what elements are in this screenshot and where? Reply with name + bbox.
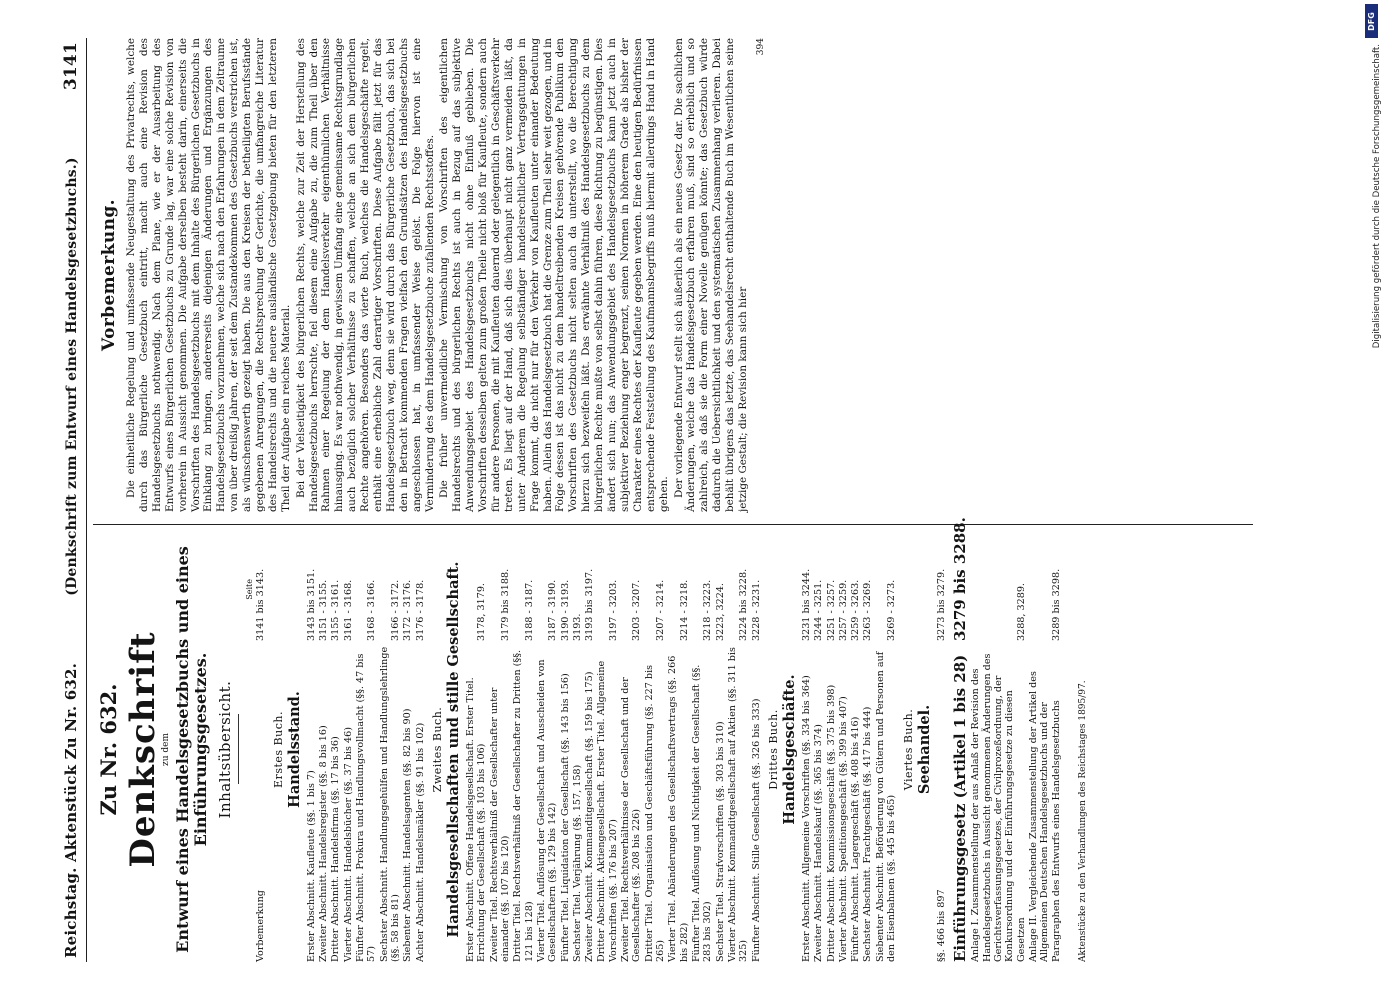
toc-row [1028, 537, 1062, 962]
toc-label: Siebenter Abschnitt. Handelsagenten (§§. 82 bis 90) [402, 708, 414, 962]
document-page [41, 20, 1341, 980]
seite-label: Seite [244, 579, 254, 600]
toc-pages: 3218 - 3223. [702, 579, 714, 641]
toc-row [727, 537, 750, 962]
dfg-logo [1365, 4, 1378, 38]
toc-label: Vorbemerkung [255, 890, 267, 962]
toc-row [667, 537, 690, 962]
toc-row [644, 537, 667, 962]
header-center: (Denkschrift zum Entwurf eines Handelsgesetzbuchs.) [64, 157, 80, 596]
toc-row [862, 537, 873, 962]
header-page-number: 3141 [61, 42, 81, 91]
toc-label: Dritter Abschnitt. Aktiengesellschaft. Erster Titel. Allgemeine Vorschriften (§§. 176 bis 207) [596, 660, 619, 962]
toc-row [572, 537, 583, 962]
toc-label: Fünfter Abschnitt. Lagergeschäft (§§. 408 bis 416) [850, 716, 862, 962]
toc-row [838, 537, 849, 962]
toc-label: Fünfter Titel. Auflösung und Nichtigkeit der Gesellschaft (§§. 283 bis 302) [690, 664, 714, 962]
toc-label: Siebenter Abschnitt. Beförderung von Gütern und Personen auf den Eisenbahnen (§§. 445 bis 465) [874, 651, 898, 962]
toc-section-buch2 [465, 537, 762, 962]
toc-pages: 3155 - 3161. [330, 579, 342, 641]
toc-pages: 3193 bis 3197. [584, 568, 596, 641]
toc-row [330, 537, 341, 962]
buch-heading: Zweites Buch. [430, 706, 444, 793]
toc-label: Sechster Abschnitt. Handlungsgehülfen und Handlungslehrlinge (§§. 58 bis 81) [378, 646, 401, 962]
toc-row [715, 537, 726, 962]
toc-section-buch3 [801, 537, 898, 962]
toc-pages: 3161 - 3168. [342, 579, 354, 641]
toc-row [343, 537, 354, 962]
toc-label: Anlage I. Zusammenstellung der aus Anlaß der Revision des Handelsgesetzbuchs in Aussicht genommenen Änderungen des Gerichtsverfassungsgesetzes, der Civilprozeßordnung, der Konkursordnung und der Einführungsgesetze zu diesen Gesetzen [970, 653, 1027, 962]
toc-pages: 3141 bis 3143. [255, 568, 267, 641]
toc-pages: 3257 - 3259. [837, 579, 849, 641]
toc-row [584, 537, 595, 962]
paragraph: Die früher unvermeidliche Vermischung von Vorschriften des eigentlichen Handelsrechts und des bürgerlichen Rechts ist auch in Bezug auf das subjektive Anwendungsgebiet des Handelsgesetzbuchs nicht ohne Einfluß geblieben. Die Vorschriften desselben gelten zum großen Theile nicht bloß für Kaufleute, sondern auch für andere Personen, die mit Kaufleuten dauernd oder gelegentlich in Geschäftsverkehr treten. Es liegt auf der Hand, daß sich dies überhaupt nicht ganz vermeiden läßt, da unter Anderem die Regelung selbständiger handelsrechtlicher Vertragsgattungen in Frage kommt, die nicht nur für den Verkehr von Kaufleuten unter einander Bedeutung haben. Allein das Handelsgesetzbuch hat die Grenze zum Theil sehr weit gezogen, und in Folge dessen ist das nicht zu dem handeltreibenden Kreisen gehörende Publikum den Vorschriften des Gesetzbuchs nicht selten auch da unterstellt, wo die Berechtigung hierzu sich bezweifeln läßt. Das erwähnte Verhältniß des Handelsgesetzbuchs zu dem bürgerlichen Rechte mußte von selbst dahin führen, diese Richtung zu begünstigen. Dies ändert sich nun; das Anwendungsgebiet des Handelsgesetzbuchs kann jetzt auch in subjektiver Beziehung enger begrenzt, seinen Normen in höherem Grade als bisher der Charakter eines Rechtes der Kaufleute gegeben werden. Eine den heutigen Bedürfnissen entsprechende Feststellung des Kaufmannsbegriffs muß hiermit allerdings Hand in Hand gehen. [438, 38, 670, 512]
toc-row [255, 537, 266, 962]
toc-pages: 3269 - 3273. [886, 579, 898, 641]
toc-row [751, 537, 762, 962]
toc-row [306, 537, 317, 962]
toc-section-buch4 [936, 537, 947, 962]
paragraph: Bei der Vielseitigkeit des bürgerlichen Rechts, welche zur Zeit der Herstellung des Handelsgesetzbuchs herrschte, fiel diesem eine Aufgabe zu, die zum Theil über den Rahmen einer Regelung der dem Handelsverkehr eigenthümlichen Verhältnisse hinausging. Es war nothwendig, in gewissem Umfang eine gemeinsame Rechtsgrundlage auch bezüglich solcher Verhältnisse zu schaffen, welche an sich dem bürgerlichen Rechte angehören. Besonders das vierte Buch, welches die Handelsgeschäfte regelt, enthält eine erhebliche Zahl derartiger Vorschriften. Diese Aufgabe fällt jetzt für das Handelsgesetzbuch weg, denn sie wird durch das Bürgerliche Gesetzbuch, das sich bei den in Betracht kommenden Fragen vielfach den Grundsätzen des Handelsgesetzbuchs angeschlossen hat, in umfassender Weise gelöst. Die Folge hiervon ist eine Verminderung des dem Handelsgesetzbuche zufallenden Rechtsstoffes. [294, 38, 436, 512]
toc-pages: 3151 - 3155. [318, 579, 330, 641]
toc-row [536, 537, 559, 962]
toc-label: Fünfter Abschnitt. Stille Gesellschaft (§§. 326 bis 333) [750, 698, 762, 962]
buch-heading: Erstes Buch. [271, 711, 285, 788]
toc-pages: 3197 - 3203. [607, 579, 619, 641]
toc-row [512, 537, 535, 962]
toc-pages: 3279 bis 3288. [950, 517, 969, 641]
denkschrift-title: Denkschrift [122, 631, 163, 868]
toc-label: Vierter Abschnitt. Kommanditgesellschaft auf Aktien (§§. 311 bis 325) [726, 647, 750, 962]
toc-row [936, 537, 947, 962]
toc-pages: 3203 - 3207. [631, 579, 643, 641]
toc-row [402, 537, 413, 962]
toc-label: Zweiter Abschnitt. Kommanditgesellschaft (§§. 159 bis 175) [584, 671, 596, 962]
vorbemerkung-heading: Vorbemerkung. [99, 199, 120, 351]
toc-row [691, 537, 714, 962]
toc-pages: 3224 bis 3228. [738, 568, 750, 641]
toc-label: Vierter Titel. Auflösung der Gesellschaft und Ausscheiden von Gesellschaftern (§§. 129 bis 142) [535, 659, 559, 962]
vorbemerkung-column [93, 38, 1253, 524]
toc-pages: 3168 - 3166. [366, 579, 378, 641]
toc-label: Einführungsgesetz (Artikel 1 bis 28) [950, 654, 969, 962]
zu-nr-heading: Zu Nr. 632. [96, 683, 122, 816]
toc-label: Vierter Abschnitt. Speditionsgeschäft (§§. 399 bis 407) [837, 696, 849, 962]
entwurf-title: Entwurf eines Handelsgesetzbuchs und eines Einführungsgesetzes. [172, 546, 211, 953]
toc-pages: 3273 bis 3279. [936, 568, 948, 641]
buch-title: Seehandel. [916, 704, 934, 795]
dfg-logo-text: DFG [1367, 11, 1377, 31]
toc-row [560, 537, 571, 962]
buch-title: Handelsgeschäfte. [780, 674, 798, 825]
toc-label: Fünfter Abschnitt. Prokura und Handlungsvollmacht (§§. 47 bis 57) [355, 653, 378, 962]
toc-label: Anlage II. Vergleichende Zusammenstellung der Artikel des Allgemeinen Deutschen Handelsgesetzbuchs und der Paragraphen des Entwurfs eines Handelsgesetzbuchs [1028, 671, 1062, 962]
buch-heading: Drittes Buch. [766, 709, 780, 790]
buch-heading: Viertes Buch. [902, 708, 916, 791]
dfg-credit-text: Digitalisierung gefördert durch die Deutsche Forschungsgemeinschaft. [1372, 44, 1382, 349]
toc-pages: 3193. [571, 613, 583, 641]
toc-pages: 3187 - 3190. [547, 579, 559, 641]
toc-row [379, 537, 402, 962]
toc-row [970, 537, 1027, 962]
toc-section-buch1 [306, 537, 426, 962]
sheet-number: 394 [755, 38, 766, 56]
toc-pages: 3190 - 3193. [559, 579, 571, 641]
toc-pages: 3259 - 3263. [850, 579, 862, 641]
toc-pages: 3244 - 3251. [813, 579, 825, 641]
toc-label: §§. 466 bis 897 [936, 889, 948, 962]
toc-pages: 3172 - 3176. [402, 579, 414, 641]
buch-title: Handelsgesellschaften und stille Gesellschaft. [444, 561, 462, 938]
toc-pages: 3188 - 3187. [523, 579, 535, 641]
toc-label: Fünfter Titel. Liquidation der Gesellschaft (§§. 143 bis 156) [559, 673, 571, 962]
toc-pages: 3143 bis 3151. [305, 568, 317, 641]
toc-pages: 3178, 3179. [476, 583, 488, 641]
divider [238, 715, 239, 785]
toc-label: Erster Abschnitt. Offene Handelsgesellschaft. Erster Titel. Errichtung der Gesellschaft (§§. 103 bis 106) [465, 677, 488, 962]
toc-label: Sechster Abschnitt. Frachtgeschäft (§§. 417 bis 444) [862, 706, 874, 962]
toc-pages: 3251 - 3257. [825, 579, 837, 641]
toc-pages: 3176 - 3178. [414, 579, 426, 641]
toc-label: Vierter Abschnitt. Handelsbücher (§§. 37 bis 46) [342, 727, 354, 962]
toc-label: Sechster Titel. Verjährung (§§. 157, 158) [571, 764, 583, 962]
paragraph: Die einheitliche Regelung und umfassende Neugestaltung des Privatrechts, welche durch das Bürgerliche Gesetzbuch eintritt, macht auch eine Revision des Handelsgesetzbuchs nothwendig. Nach dem Plane, wie er der Ausarbeitung des Entwurfs eines Bürgerlichen Gesetzbuchs zu Grunde lag, war eine solche Revision von vorherein in Aussicht genommen. Die Aufgabe derselben besteht darin, einerseits die Vorschriften des Handelsgesetzbuchs mit dem Inhalte des Bürgerlichen Gesetzbuchs in Einklang zu bringen, andererseits diejenigen Änderungen und Ergänzungen des Handelsgesetzbuchs vorzunehmen, welche sich nach den Erfahrungen in dem Zeitraume von über dreißig Jahren, der seit dem Zustandekommen des Gesetzbuchs verstrichen ist, als wünschenswerth gezeigt haben. Die aus den Kreisen der betheiligten Berufsstände gegebenen Anregungen, die Rechtsprechung der Gerichte, die umfangreiche Literatur des Handelsrechts und die neuere ausländische Gesetzgebung bieten für den letzteren Theil der Aufgabe ein reiches Material. [125, 38, 292, 512]
toc-row [318, 537, 329, 962]
toc-row [596, 537, 619, 962]
toc-row [826, 537, 837, 962]
toc-row [801, 537, 812, 962]
toc-label: Dritter Titel. Rechtsverhältniß der Gesellschafter zu Dritten (§§. 121 bis 128) [512, 649, 535, 962]
table-of-contents-column [93, 517, 1253, 962]
toc-row [813, 537, 824, 962]
zu-dem-label: zu dem [160, 732, 171, 767]
toc-pages: 3288, 3289. [1015, 583, 1027, 641]
toc-label: Achter Abschnitt. Handelsmäkler (§§. 91 bis 102) [414, 722, 426, 962]
toc-label: Zweiter Abschnitt. Handelskauf (§§. 365 bis 374) [813, 724, 825, 962]
footnote: Aktenstücke zu den Verhandlungen des Reichstages 1895/97. [1077, 680, 1088, 962]
toc-label: Dritter Abschnitt. Handelsfirma (§§. 17 bis 36) [330, 736, 342, 962]
toc-label: Dritter Abschnitt. Kommissionsgeschäft (§§. 375 bis 398) [825, 684, 837, 962]
toc-label: Dritter Titel. Organisation und Geschäftsführung (§§. 227 bis 265) [643, 664, 666, 962]
toc-row [620, 537, 643, 962]
dfg-credit [1365, 4, 1379, 38]
columns [93, 38, 1253, 962]
toc-row [489, 537, 512, 962]
toc-pages: 3289 bis 3298. [1050, 568, 1062, 641]
buch-title: Handelsstand. [285, 691, 303, 808]
toc-pages: 3207 - 3214. [655, 579, 666, 641]
toc-pages: 3231 bis 3244. [800, 568, 812, 641]
page-header [55, 38, 87, 962]
toc-label: Vierter Titel. Abänderungen des Gesellschaftsvertrags (§§. 266 bis 282) [667, 655, 690, 962]
toc-row [415, 537, 426, 962]
toc-label: Erster Abschnitt. Kaufleute (§§. 1 bis 7) [305, 770, 317, 962]
header-left: Reichstag. Aktenstück Zu Nr. 632. [62, 662, 80, 958]
toc-section-anlagen [970, 537, 1062, 962]
toc-row [465, 537, 488, 962]
toc-label: Zweiter Titel. Rechtsverhältnisse der Gesellschaft und der Gesellschafter (§§. 208 bis 226) [620, 677, 643, 962]
toc-label: Sechster Titel. Strafvorschriften (§§. 303 bis 310) [714, 721, 726, 962]
inhalt-heading: Inhaltsübersicht. [216, 680, 235, 819]
toc-pages: 3263 - 3269. [862, 579, 874, 641]
toc-row-einfuehrungsgesetz [950, 517, 970, 962]
toc-label: Erster Abschnitt. Allgemeine Vorschriften (§§. 334 bis 364) [800, 675, 812, 962]
toc-pages: 3228 - 3231. [750, 579, 762, 641]
toc-row [875, 537, 898, 962]
toc-pages: 3166 - 3172. [389, 579, 401, 641]
toc-label: Zweiter Abschnitt. Handelsregister (§§. 8 bis 16) [318, 725, 330, 962]
toc-row [355, 537, 378, 962]
toc-pages: 3179 bis 3188. [499, 568, 511, 641]
toc-label: Zweiter Titel. Rechtsverhältniß der Gesellschafter unter einander (§§. 107 bis 120) [488, 687, 511, 962]
toc-row [850, 537, 861, 962]
toc-pages: 3223, 3224. [714, 583, 726, 641]
paragraph: Der vorliegende Entwurf stellt sich äußerlich als ein neues Gesetz dar. Die sachlichen Änderungen, welche das Handelsgesetzbuch erfahren muß, sind so erheblich und so zahlreich, als daß sie die Form einer Novelle genügen könnte; das Gesetzbuch würde dadurch die Uebersichtlichkeit und den systematischen Zusammenhang verlieren. Dabei behält übrigens das letzte, das Seehandelsrecht enthaltende Buch im Wesentlichen seine jetzige Gestalt; die Revision kann sich hier [672, 38, 749, 512]
toc-pages: 3214 - 3218. [678, 579, 690, 641]
